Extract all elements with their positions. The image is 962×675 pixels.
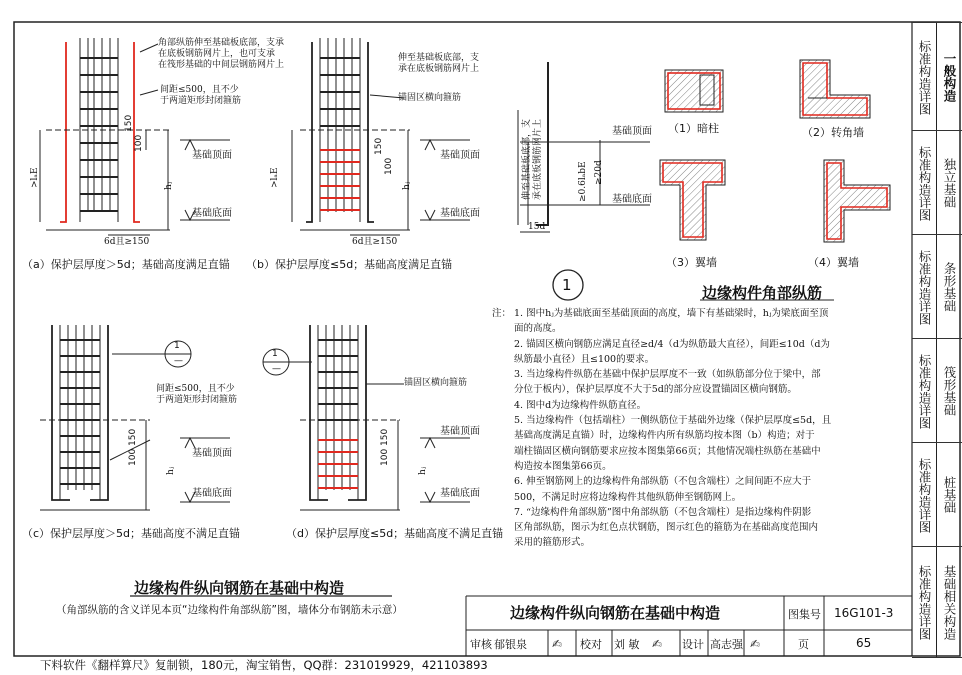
diagram-b-dim-lae: >lₐE	[270, 167, 280, 188]
checker-signature: ✍	[652, 637, 663, 651]
diagram-a-top-label: 基础顶面	[192, 150, 232, 161]
titleblock-designer: 高志强	[710, 638, 743, 651]
diagram-a-bottom-label: 基础底面	[192, 208, 232, 219]
note-line: 基础高度满足直锚）时，边缘构件内所有纵筋均按本图（b）构造；对于	[514, 430, 815, 442]
side-tab-left: 标准构造详图	[912, 235, 937, 339]
diagram-b-bottom-label: 基础底面	[440, 208, 480, 219]
diagram-a-dim-6d: 6d且≥150	[104, 237, 150, 247]
side-tab-left: 标准构造详图	[912, 131, 937, 235]
note-line: 区角部纵筋，图示为红色点状钢筋，图示红色的箍筋为在基础高度范围内	[514, 522, 819, 534]
titleblock-reviewer: 郁银泉	[494, 638, 527, 651]
diagram-b-note-top: 伸至基础板底部，支 承在底板钢筋网片上	[398, 53, 480, 74]
side-tab-right: 筏形基础	[942, 366, 957, 416]
diagram-d-dim-150: 150	[380, 428, 390, 446]
footer-text: 下料软件《翻样算尺》复制锁，180元，淘宝销售，QQ群：231019929，421103893	[40, 658, 488, 672]
diagram-c-dim-100: 100	[128, 448, 138, 466]
main-title: 边缘构件纵向钢筋在基础中构造	[134, 579, 345, 597]
diagram-d-top-label: 基础顶面	[440, 426, 480, 437]
diagram-d-ref-den: —	[272, 364, 281, 374]
titleblock-review-label: 审核	[470, 638, 492, 651]
titleblock-page-label: 页	[798, 638, 809, 651]
diagram-c-caption: （c）保护层厚度＞5d；基础高度不满足直锚	[22, 527, 241, 540]
note-line: 1. 图中hⱼ为基础底面至基础顶面的高度，墙下有基础梁时，hⱼ为梁底面至顶	[514, 308, 829, 319]
side-tab-right: 独立基础	[942, 158, 957, 208]
shape-label-3: （3）翼墙	[666, 256, 717, 269]
diagram-a-dim-hj: hⱼ	[164, 181, 174, 190]
note-line: 6. 伸至钢筋网上的边缘构件角部纵筋（不包含端柱）之间间距不应大于	[514, 476, 812, 488]
note-line: 2. 锚固区横向钢筋应满足直径≥d/4（d为纵筋最大直径），间距≤10d（d为	[514, 338, 830, 350]
diagram-a-note-top: 角部纵筋伸至基础板底部，支承 在底板钢筋网片上，也可支承 在筏形基础的中间层钢筋网片上	[158, 38, 285, 70]
diagram-a-dim-100: 100	[134, 134, 144, 152]
side-tab-right: 条形基础	[942, 262, 957, 312]
note-line: 分位于板内），保护层厚度不大于5d的部分应设置锚固区横向钢筋。	[514, 384, 797, 396]
diagram-b-dim-150: 150	[374, 137, 384, 155]
side-tab-left: 标准构造详图	[912, 443, 937, 547]
side-tab-left: 标准构造详图	[912, 547, 937, 657]
detail-1-number: 1	[562, 276, 572, 294]
diagram-b-dim-hj: hⱼ	[402, 181, 412, 190]
side-tab-general[interactable]	[912, 22, 962, 131]
diagram-d-ref-num: 1	[272, 349, 278, 359]
diagram-d-dim-100: 100	[380, 448, 390, 466]
notes-prefix: 注：	[492, 308, 512, 319]
detail-1-dim-15d: 15d	[528, 222, 546, 232]
note-line: 端柱锚固区横向钢筋要求应按本图集第66页；其他情况端柱纵筋在基础中	[514, 445, 821, 457]
note-line: 面的高度。	[514, 323, 562, 335]
diagram-b-caption: （b）保护层厚度≤5d；基础高度满足直锚	[246, 258, 453, 271]
detail-1-bottom-label: 基础底面	[612, 194, 652, 205]
note-line: 构造按本图集第66页。	[514, 460, 612, 472]
side-tab-raft[interactable]	[912, 338, 962, 443]
side-tab-pile[interactable]	[912, 442, 962, 547]
diagram-c-top-label: 基础顶面	[192, 448, 232, 459]
side-tab-right: 一般构造	[942, 52, 957, 102]
titleblock-title: 边缘构件纵向钢筋在基础中构造	[510, 604, 721, 622]
detail-1-dim-20d: ≥20d	[594, 160, 604, 185]
diagram-c-dim-150: 150	[128, 428, 138, 446]
diagram-a-dim-lae: >lₐE	[30, 167, 40, 188]
titleblock-atlas-label: 图集号	[788, 608, 821, 621]
diagram-c-ref-num: 1	[174, 341, 180, 351]
side-tab-strip[interactable]	[912, 234, 962, 339]
side-tab-left: 标准构造详图	[912, 339, 937, 443]
shape-label-1: （1）暗柱	[668, 122, 719, 135]
main-subtitle: （角部纵筋的含义详见本页“边缘构件角部纵筋”图，墙体分布钢筋未示意）	[56, 604, 403, 616]
diagram-d-anchor-note: 锚固区横向箍筋	[404, 378, 468, 388]
designer-signature: ✍	[750, 637, 761, 651]
note-line: 500，不满足时应将边缘构件其他纵筋伸至钢筋网上。	[514, 491, 742, 503]
diagram-c-dim-hj: hⱼ	[166, 466, 176, 475]
diagram-b-dim-100: 100	[384, 157, 394, 175]
side-tab-right: 桩基础	[942, 476, 957, 514]
diagram-a-dim-150: 150	[124, 114, 134, 132]
diagram-d	[263, 325, 470, 510]
side-tab-isolated[interactable]	[912, 130, 962, 235]
diagram-d-bottom-label: 基础底面	[440, 488, 480, 499]
reviewer-signature: ✍	[552, 637, 563, 651]
note-line: 4. 图中d为边缘构件纵筋直径。	[514, 399, 647, 411]
diagram-a-caption: （a）保护层厚度＞5d；基础高度满足直锚	[22, 258, 230, 271]
titleblock-design-label: 设计	[682, 638, 704, 651]
titleblock-atlas-no: 16G101-3	[834, 606, 894, 620]
detail-1-top-label: 基础顶面	[612, 126, 652, 137]
diagram-b-anchor-note: 锚固区横向箍筋	[398, 93, 462, 103]
note-line: 7. “边缘构件角部纵筋”图中角部纵筋（不包含端柱）是指边缘构件阴影	[514, 506, 812, 518]
notes-block	[492, 306, 908, 551]
diagram-d-dim-hj: hⱼ	[418, 466, 428, 475]
note-line: 3. 当边缘构件纵筋在基础中保护层厚度不一致（如纵筋部分位于梁中，部	[514, 369, 821, 381]
note-line: 采用的箍筋形式。	[514, 537, 591, 549]
detail-1-dim-06: ≥0.6lₐbE	[578, 161, 588, 202]
shape-label-2: （2）转角墙	[802, 126, 864, 139]
diagram-c-bottom-label: 基础底面	[192, 488, 232, 499]
diagram-c	[40, 325, 230, 510]
corner-bar-title: 边缘构件角部纵筋	[702, 284, 823, 302]
diagram-c-spacing-note: 间距≤500，且不少 于两道矩形封闭箍筋	[156, 384, 238, 405]
diagram-b-dim-6d: 6d且≥150	[352, 237, 398, 247]
side-tab-left: 标准构造详图	[912, 23, 937, 131]
diagram-b-top-label: 基础顶面	[440, 150, 480, 161]
side-tab-related[interactable]	[912, 546, 962, 658]
diagram-c-ref-den: —	[174, 356, 183, 366]
titleblock-checker: 刘 敏	[614, 638, 640, 651]
diagram-a-spacing-note: 间距≤500，且不少 于两道矩形封闭箍筋	[160, 85, 242, 106]
side-tab-right: 基础相关构造	[942, 564, 957, 640]
note-line: 纵筋最小直径）且≤100的要求。	[514, 353, 655, 365]
titleblock-check-label: 校对	[580, 638, 602, 651]
titleblock-page-no: 65	[856, 636, 872, 650]
section-shapes	[660, 60, 890, 242]
diagram-d-caption: （d）保护层厚度≤5d；基础高度不满足直锚	[286, 527, 504, 540]
note-line: 5. 当边缘构件（包括端柱）一侧纵筋位于基础外边缘（保护层厚度≤5d，且	[514, 415, 832, 427]
shape-label-4: （4）翼墙	[808, 256, 859, 269]
detail-1-vertical-note: 伸至基础板底部，支 承在底板钢筋网片上	[522, 118, 543, 200]
